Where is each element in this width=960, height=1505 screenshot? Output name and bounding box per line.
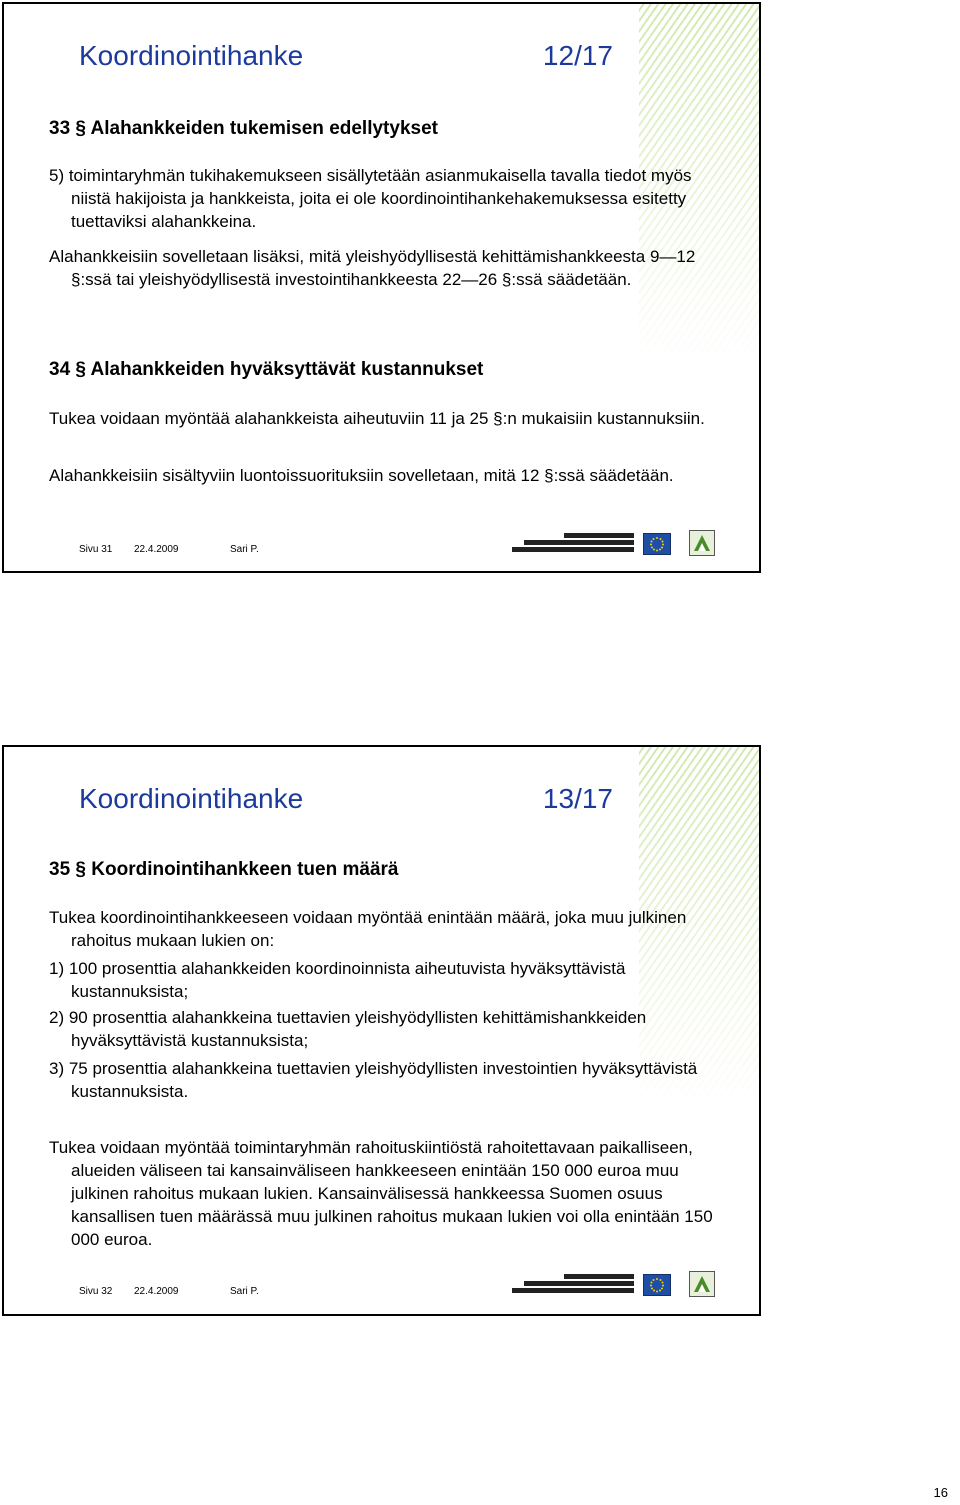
paragraph: 5) toimintaryhmän tukihakemukseen sisällytetään asianmukaisella tavalla tiedot myös niistä hakijoista ja hankkeista, joita ei ole koordinointihankehakemuksessa esitetty tuettaviksi alahankkeina.: [49, 166, 692, 231]
list-item: 2) 90 prosenttia alahankkeina tuettavien yleishyödyllisten kehittämishankkeiden hyväksyttävistä kustannuksista;: [49, 1008, 647, 1050]
eafrd-text-logo: [509, 1273, 634, 1295]
footer-page: Sivu 32: [79, 1286, 113, 1297]
footer-author: Sari P.: [230, 544, 259, 555]
slide-number: 13/17: [542, 783, 613, 814]
slide-title: Koordinointihanke: [79, 40, 304, 71]
slide-13: [2, 745, 761, 1316]
footer-author: Sari P.: [230, 1286, 259, 1297]
eu-flag-icon: [643, 1274, 671, 1296]
leader-logo-icon: [689, 530, 715, 556]
section-heading: 35 § Koordinointihankkeen tuen määrä: [49, 859, 399, 880]
footer-page: Sivu 31: [79, 544, 113, 555]
eafrd-text-logo: [509, 532, 634, 554]
paragraph: Tukea voidaan myöntää toimintaryhmän rahoituskiintiöstä rahoitettavaan paikalliseen, alueiden väliseen tai kansainväliseen hankkeeseen enintään 150 000 euroa muu julkinen rahoitus mukaan lukien. Kansainvälisessä hankkeessa Suomen osuus kansallisen tuen määrässä muu julkinen rahoitus mukaan lukien voi olla enintään 150 000 euroa.: [49, 1138, 713, 1249]
slide-title: Koordinointihanke: [79, 783, 304, 814]
paragraph: Alahankkeisiin sisältyviin luontoissuorituksiin sovelletaan, mitä 12 §:ssä säädetään.: [49, 466, 674, 485]
leader-logo-icon: [689, 1271, 715, 1297]
section-heading: 33 § Alahankkeiden tukemisen edellytykset: [49, 118, 438, 139]
footer-date: 22.4.2009: [134, 1286, 179, 1297]
paragraph: Alahankkeisiin sovelletaan lisäksi, mitä yleishyödyllisestä kehittämishankkeesta 9—12 §:ssä tai yleishyödyllisestä investointihankkeesta 22—26 §:ssä säädetään.: [49, 247, 696, 289]
page-number: 16: [933, 1485, 948, 1500]
section-heading: 34 § Alahankkeiden hyväksyttävät kustannukset: [49, 359, 484, 380]
list-item: 3) 75 prosenttia alahankkeina tuettavien yleishyödyllisten investointien hyväksyttävistä kustannuksista.: [49, 1059, 698, 1101]
slide-12: [2, 2, 761, 573]
list-item: 1) 100 prosenttia alahankkeiden koordinoinnista aiheutuvista hyväksyttävistä kustannuksista;: [49, 959, 626, 1001]
paragraph: Tukea koordinointihankkeeseen voidaan myöntää enintään määrä, joka muu julkinen rahoitus mukaan lukien on:: [49, 908, 687, 950]
footer-date: 22.4.2009: [134, 544, 179, 555]
eu-flag-icon: [643, 533, 671, 555]
funding-logos: [509, 1271, 737, 1301]
slide-number: 12/17: [542, 40, 613, 71]
paragraph: Tukea voidaan myöntää alahankkeista aiheutuviin 11 ja 25 §:n mukaisiin kustannuksiin.: [49, 409, 705, 428]
funding-logos: [509, 530, 737, 560]
